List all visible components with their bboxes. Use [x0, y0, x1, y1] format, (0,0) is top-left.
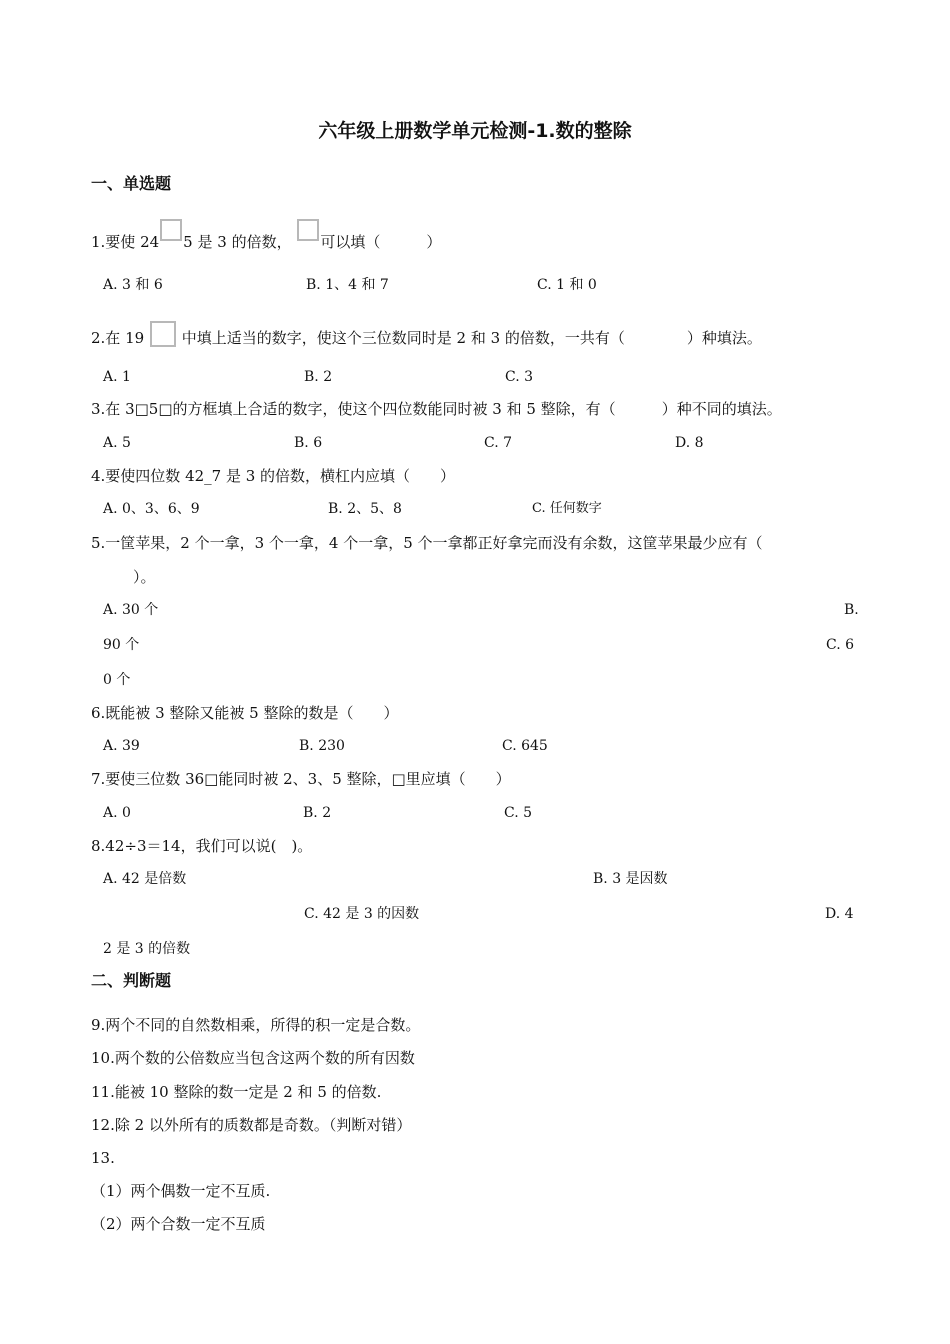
option-c: C. 7: [484, 435, 513, 451]
option-b-continued: 90 个: [103, 637, 140, 653]
question-6: 6.既能被 3 整除又能被 5 整除的数是（ ）: [91, 704, 399, 722]
question-5: 5.一筐苹果，2 个一拿，3 个一拿，4 个一拿，5 个一拿都正好拿完而没有余数，这筐苹果最少应有（: [91, 534, 763, 552]
question-2: [91, 321, 762, 347]
option-c: C. 645: [502, 738, 548, 754]
question-text: 可以填（: [320, 233, 381, 251]
option-d: D. 4: [825, 906, 854, 922]
question-13-part-2: （2）两个合数一定不互质: [91, 1215, 266, 1233]
blank-box-icon: [150, 321, 176, 347]
question-3: [91, 400, 782, 418]
question-12: 12.除 2 以外所有的质数都是奇数。（判断对错）: [91, 1116, 412, 1134]
option-b: B. 2: [303, 805, 332, 821]
option-b: B. 1、4 和 7: [306, 277, 389, 293]
question-11: 11.能被 10 整除的数一定是 2 和 5 的倍数.: [91, 1083, 382, 1101]
option-b: B.: [844, 602, 859, 618]
option-b: B. 2: [304, 369, 333, 385]
option-a: A. 30 个: [103, 602, 159, 618]
question-text: 2.在 19: [91, 329, 145, 347]
question-text: 中填上适当的数字，使这个三位数同时是 2 和 3 的倍数，一共有（: [181, 329, 625, 347]
question-text: 5 是 3 的倍数，: [183, 233, 292, 251]
question-5-continued: ）。: [133, 568, 156, 586]
option-a: A. 5: [103, 435, 131, 451]
option-b: B. 3 是因数: [593, 871, 668, 887]
question-13-part-1: （1）两个偶数一定不互质.: [91, 1182, 271, 1200]
option-a: A. 0: [103, 805, 131, 821]
question-text: 3.在 3□5□的方框填上合适的数字，使这个四位数能同时被 3 和 5 整除，有（: [91, 400, 616, 418]
option-a: A. 39: [103, 738, 140, 754]
question-text: ）种填法。: [686, 329, 762, 347]
option-a: A. 0、3、6、9: [103, 501, 200, 517]
question-13: 13.: [91, 1149, 115, 1167]
question-9: 9.两个不同的自然数相乘，所得的积一定是合数。: [91, 1016, 421, 1034]
question-text: 1.要使 24: [91, 233, 160, 251]
question-7: 7.要使三位数 36□能同时被 2、3、5 整除，□里应填（ ）: [91, 770, 511, 788]
section-heading-single-choice: 一、单选题: [91, 174, 172, 193]
option-c: C. 1 和 0: [537, 277, 597, 293]
option-d: D. 8: [675, 435, 704, 451]
option-c: C. 5: [504, 805, 533, 821]
blank-box-icon: [297, 219, 319, 241]
option-c: C. 42 是 3 的因数: [304, 906, 420, 922]
option-c: C. 任何数字: [532, 501, 602, 516]
question-10: 10.两个数的公倍数应当包含这两个数的所有因数: [91, 1049, 415, 1067]
section-heading-true-false: 二、判断题: [91, 971, 172, 990]
question-text: ）: [426, 233, 442, 251]
option-b: B. 6: [294, 435, 323, 451]
question-8: 8.42÷3＝14，我们可以说( )。: [91, 837, 313, 855]
option-a: A. 42 是倍数: [103, 871, 187, 887]
option-a: A. 3 和 6: [103, 277, 163, 293]
blank-box-icon: [160, 219, 182, 241]
option-b: B. 2、5、8: [328, 501, 402, 517]
option-c: C. 6: [826, 637, 855, 653]
question-1: [91, 229, 441, 251]
option-a: A. 1: [103, 369, 131, 385]
page-title: 六年级上册数学单元检测-1.数的整除: [318, 120, 632, 142]
option-d-continued: 2 是 3 的倍数: [103, 941, 191, 957]
option-c: C. 3: [505, 369, 534, 385]
option-c-continued: 0 个: [103, 672, 131, 688]
question-text: ）种不同的填法。: [661, 400, 782, 418]
question-4: 4.要使四位数 42_7 是 3 的倍数，横杠内应填（ ）: [91, 467, 456, 485]
option-b: B. 230: [299, 738, 345, 754]
